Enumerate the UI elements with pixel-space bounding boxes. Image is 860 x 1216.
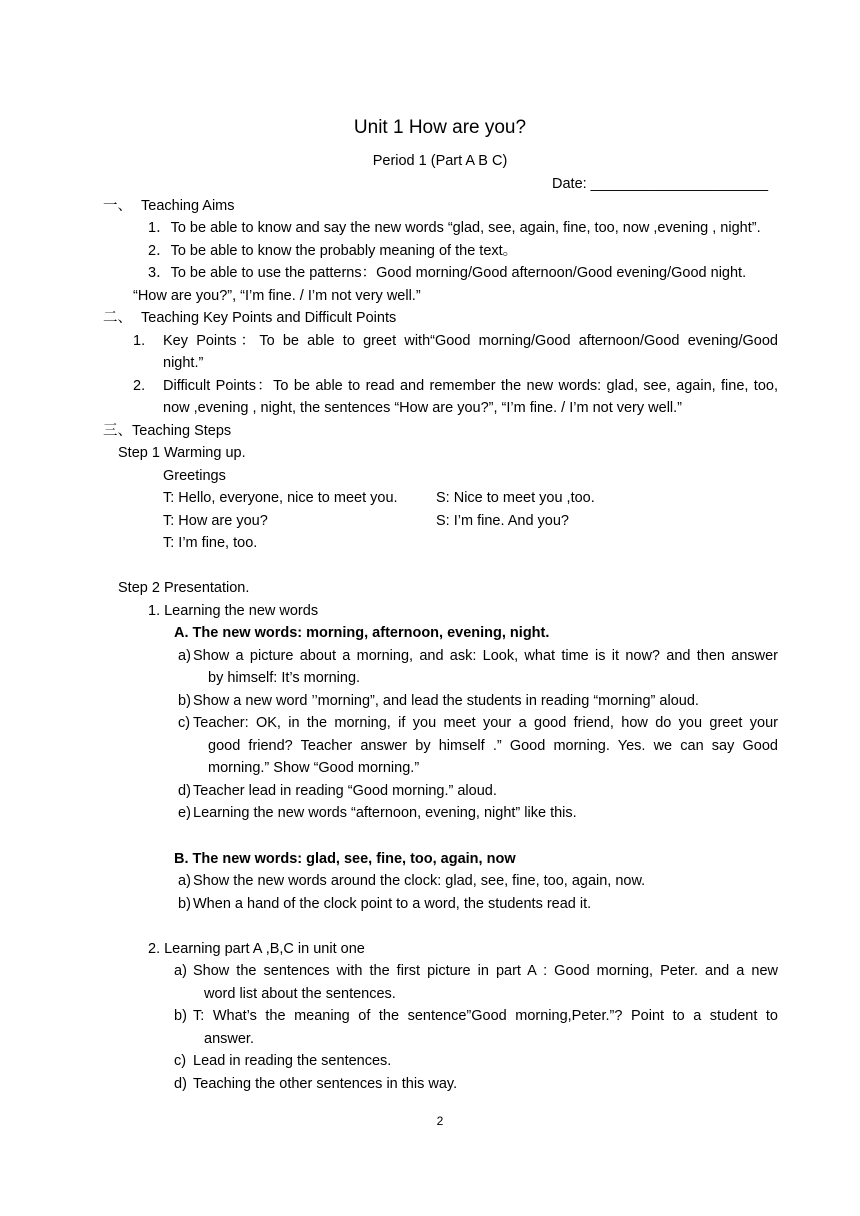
list-item-text: Show the new words around the clock: glad, see, fine, too, again, now.: [193, 873, 646, 889]
date-line: Date: ______________________: [552, 176, 769, 192]
section-marker-key-points: 二、: [103, 310, 132, 326]
aims-item-3: 3．To be able to use the patterns：Good morning/Good afternoon/Good evening/Good night.: [148, 265, 747, 281]
list-item-text: T: What’s the meaning of the sentence”Good morning,Peter.”? Point to a student to: [193, 1008, 778, 1024]
list-marker: c): [178, 715, 191, 731]
list-item-text: good friend? Teacher answer by himself .” Good morning. Yes. we can say Good: [208, 738, 778, 754]
list-marker: a): [174, 963, 187, 979]
list-item-text: answer.: [204, 1031, 254, 1047]
part1-title: 1. Learning the new words: [148, 603, 319, 619]
key-point-1-line-2: night.”: [163, 355, 204, 371]
sub-heading-a: A. The new words: morning, afternoon, evening, night.: [174, 625, 550, 641]
key-point-number-2: 2.: [133, 378, 146, 394]
sub-heading-b: B. The new words: glad, see, fine, too, again, now: [174, 851, 516, 867]
list-item-text: Learning the new words “afternoon, evening, night” like this.: [193, 805, 577, 821]
aims-item-2: 2．To be able to know the probably meaning of the text。: [148, 243, 518, 259]
list-item-text: word list about the sentences.: [204, 986, 396, 1002]
list-item-text: morning.” Show “Good morning.”: [208, 760, 420, 776]
section-heading-aims: Teaching Aims: [141, 198, 235, 214]
section-marker-aims: 一、: [103, 198, 132, 214]
step1-greetings: Greetings: [163, 468, 226, 484]
list-marker: b): [178, 896, 191, 912]
list-item-text: Show a picture about a morning, and ask: Look, what time is it now? and then answer: [193, 648, 778, 664]
part2-title: 2. Learning part A ,B,C in unit one: [148, 941, 365, 957]
list-item-text: When a hand of the clock point to a word, the students read it.: [193, 896, 592, 912]
list-item-text: Teacher lead in reading “Good morning.” aloud.: [193, 783, 497, 799]
list-marker: b): [174, 1008, 187, 1024]
list-item-text: Lead in reading the sentences.: [193, 1053, 392, 1069]
list-item-text: Show a new word ’’morning”, and lead the students in reading “morning” aloud.: [193, 693, 699, 709]
aims-item-3-continued: “How are you?”, “I’m fine. / I’m not very well.”: [133, 288, 421, 304]
section-heading-steps: 三、Teaching Steps: [103, 423, 232, 439]
step1-title: Step 1 Warming up.: [118, 445, 246, 461]
list-marker: d): [174, 1076, 187, 1092]
page-title: Unit 1 How are you?: [353, 117, 527, 138]
list-marker: b): [178, 693, 191, 709]
section-heading-key-points: Teaching Key Points and Difficult Points: [141, 310, 397, 326]
key-point-number-1: 1.: [133, 333, 146, 349]
period-line: Period 1 (Part A B C): [372, 153, 508, 169]
page-number: 2: [436, 1114, 444, 1128]
list-item-text: Teacher: OK, in the morning, if you meet your a good friend, how do you greet your: [193, 715, 778, 731]
dialogue-teacher-line: T: I’m fine, too.: [163, 535, 258, 551]
list-marker: a): [178, 873, 191, 889]
list-marker: c): [174, 1053, 187, 1069]
dialogue-student-line: S: I’m fine. And you?: [436, 513, 569, 529]
list-item-text: by himself: It’s morning.: [208, 670, 361, 686]
list-item-text: Show the sentences with the first picture in part A : Good morning, Peter. and a new: [193, 963, 778, 979]
key-point-1-line-1: Key Points：To be able to greet with“Good morning/Good afternoon/Good evening/Good: [163, 333, 778, 349]
dialogue-student-line: S: Nice to meet you ,too.: [436, 490, 595, 506]
list-marker: d): [178, 783, 191, 799]
key-point-2-line-1: Difficult Points：To be able to read and remember the new words: glad, see, again, fine, too,: [163, 378, 778, 394]
dialogue-teacher-line: T: How are you?: [163, 513, 268, 529]
list-marker: a): [178, 648, 191, 664]
aims-item-1: 1．To be able to know and say the new words “glad, see, again, fine, too, now ,evening , night”.: [148, 220, 761, 236]
list-marker: e): [178, 805, 191, 821]
step2-title: Step 2 Presentation.: [118, 580, 250, 596]
key-point-2-line-2: now ,evening , night, the sentences “How are you?”, “I’m fine. / I’m not very well.”: [163, 400, 683, 416]
list-item-text: Teaching the other sentences in this way.: [193, 1076, 458, 1092]
dialogue-teacher-line: T: Hello, everyone, nice to meet you.: [163, 490, 398, 506]
